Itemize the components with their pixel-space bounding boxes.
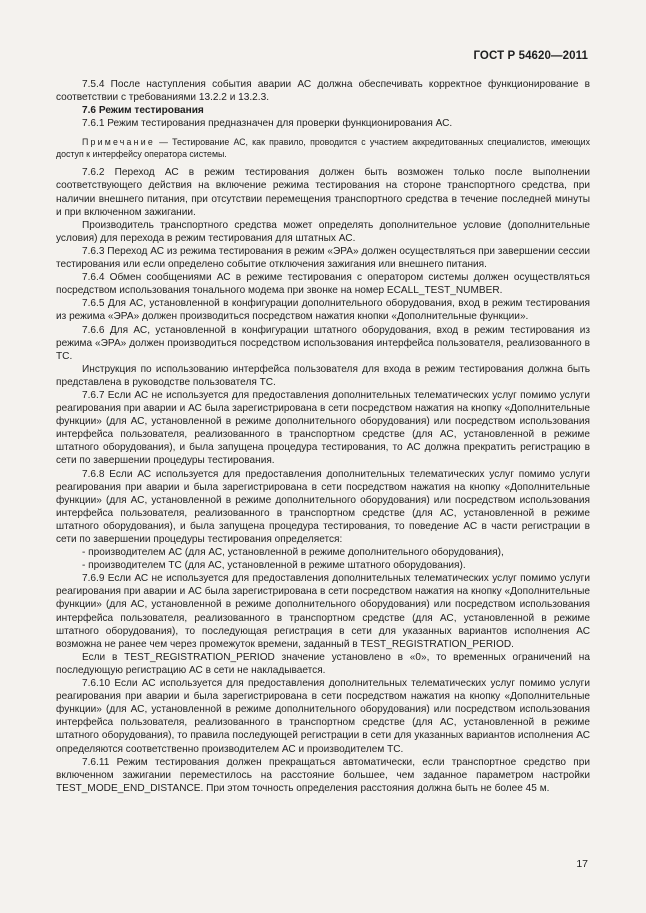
- section-title-7-6: 7.6 Режим тестирования: [82, 105, 204, 117]
- paragraph-7-6-9-extra: Если в TEST_REGISTRATION_PERIOD значение установлено в «0», то временных ограничений на последующую регистрацию АС в сети не накладывается.: [56, 651, 590, 676]
- paragraph-7-6-6: 7.6.6 Для АС, установленной в конфигурации штатного оборудования, вход в режим тестирования из режима «ЭРА» должен производиться посредством использования интерфейса пользователя, реализованного в ТС.: [56, 324, 590, 362]
- paragraph-7-6-7: 7.6.7 Если АС не используется для предоставления дополнительных телематических услуг помимо услуги реагирования при аварии и АС была зарегистрирована в сети посредством нажатия на кнопку «Дополнительные функции» (для АС, установленной в режиме дополнительного оборудования) или посредством использования интерфейса пользователя, реализованного в транспортном средстве (для АС, установленной в режиме штатного оборудования), и была запущена процедура тестирования, то АС должна прекратить регистрацию в сети по завершении процедуры тестирования.: [56, 389, 590, 467]
- paragraph-7-6-9: 7.6.9 Если АС не используется для предоставления дополнительных телематических услуг помимо услуги реагирования при аварии и АС была зарегистрирована в сети посредством нажатия на кнопку «Дополнительные функции» (для АС, установленной в режиме дополнительного оборудования) или посредством использования интерфейса пользователя, реализованного в транспортном средстве (для АС, установленной в режиме штатного оборудования), то последующая регистрация в сети для указанных вариантов исполнения АС возможна не ранее чем через промежуток времени, заданный в TEST_REGISTRATION_PERIOD.: [56, 573, 590, 650]
- list-item-as: - производителем АС (для АС, установленной в режиме дополнительного оборудования),: [82, 547, 504, 559]
- paragraph-7-6-8: 7.6.8 Если АС используется для предоставления дополнительных телематических услуг помимо услуги реагирования при аварии и была зарегистрирована в сети посредством нажатия на кнопку «Дополнительные функции» (для АС, установленной в режиме дополнительного оборудования) или посредством использования интерфейса пользователя, реализованного в транспортном средстве (для АС, установленной в режиме штатного оборудования), и была запущена процедура тестирования, то поведение АС в части регистрации в сети по завершении процедуры тестирования определяется:: [56, 468, 590, 545]
- list-item-ts: - производителем ТС (для АС, установленной в режиме штатного оборудования).: [82, 560, 466, 572]
- paragraph-7-6-2-extra: Производитель транспортного средства может определять дополнительное условие (дополнительные условия) для перехода в режим тестирования для штатных АС.: [56, 219, 590, 244]
- page-number: 17: [576, 858, 588, 870]
- paragraph-7-6-2: 7.6.2 Переход АС в режим тестирования должен быть возможен только после выполнении соответствующего действия на включение режима тестирования на стороне транспортного средства, при наличии внешнего питания, при отсутствии перемещения транспортного средства в течение последней минуты и при включенном зажигании.: [56, 167, 590, 218]
- paragraph-7-6-1: 7.6.1 Режим тестирования предназначен для проверки функционирования АС.: [82, 118, 453, 130]
- note: [56, 136, 590, 160]
- paragraph-7-6-5: 7.6.5 Для АС, установленной в конфигурации дополнительного оборудования, вход в режим тестирования из режима «ЭРА» должен производиться посредством нажатия кнопки «Дополнительные функции».: [56, 298, 590, 323]
- paragraph-7-6-6-extra: Инструкция по использованию интерфейса пользователя для входа в режим тестирования должна быть представлена в руководстве пользователя ТС.: [56, 363, 590, 388]
- document-body: [56, 78, 590, 795]
- paragraph-7-6-10: 7.6.10 Если АС используется для предоставления дополнительных телематических услуг помимо услуги реагирования при аварии и была зарегистрирована в сети посредством нажатия на кнопку «Дополнительные функции» (для АС, установленной в режиме дополнительного оборудования) или посредством использования интерфейса пользователя, реализованного в транспортном средстве (для АС, установленной в режиме штатного оборудования), то правила последующей регистрации в сети для указанных вариантов исполнения АС определяются соответственно производителем АС и производителем ТС.: [56, 678, 590, 755]
- note-text: — Тестирование АС, как правило, проводится с участием аккредитованных специалистов, имеющих доступ к интерфейсу оператора системы.: [56, 137, 590, 160]
- paragraph-7-6-4: 7.6.4 Обмен сообщениями АС в режиме тестирования с оператором системы должен осуществляться посредством использования тонального модема при звонке на номер ECALL_TEST_NUMBER.: [56, 272, 590, 297]
- standard-header: ГОСТ Р 54620—2011: [473, 50, 588, 62]
- paragraph-7-6-3: 7.6.3 Переход АС из режима тестирования в режим «ЭРА» должен осуществляться при завершении сессии тестирования или если определено событие отключения зажигания или внешнего питания.: [56, 245, 590, 271]
- note-label: Примечание: [82, 137, 155, 148]
- paragraph-7-6-11: 7.6.11 Режим тестирования должен прекращаться автоматически, если транспортное средство при включенном зажигании переместилось на расстояние большее, чем заданное параметром настройки TEST_MODE_END_DISTANCE. При этом точность определения расстояния должна быть не более 45 м.: [56, 756, 590, 794]
- paragraph-7-5-4: 7.5.4 После наступления события аварии АС должна обеспечивать корректное функционирование в соответствии с требованиями 13.2.2 и 13.2.3.: [56, 79, 590, 104]
